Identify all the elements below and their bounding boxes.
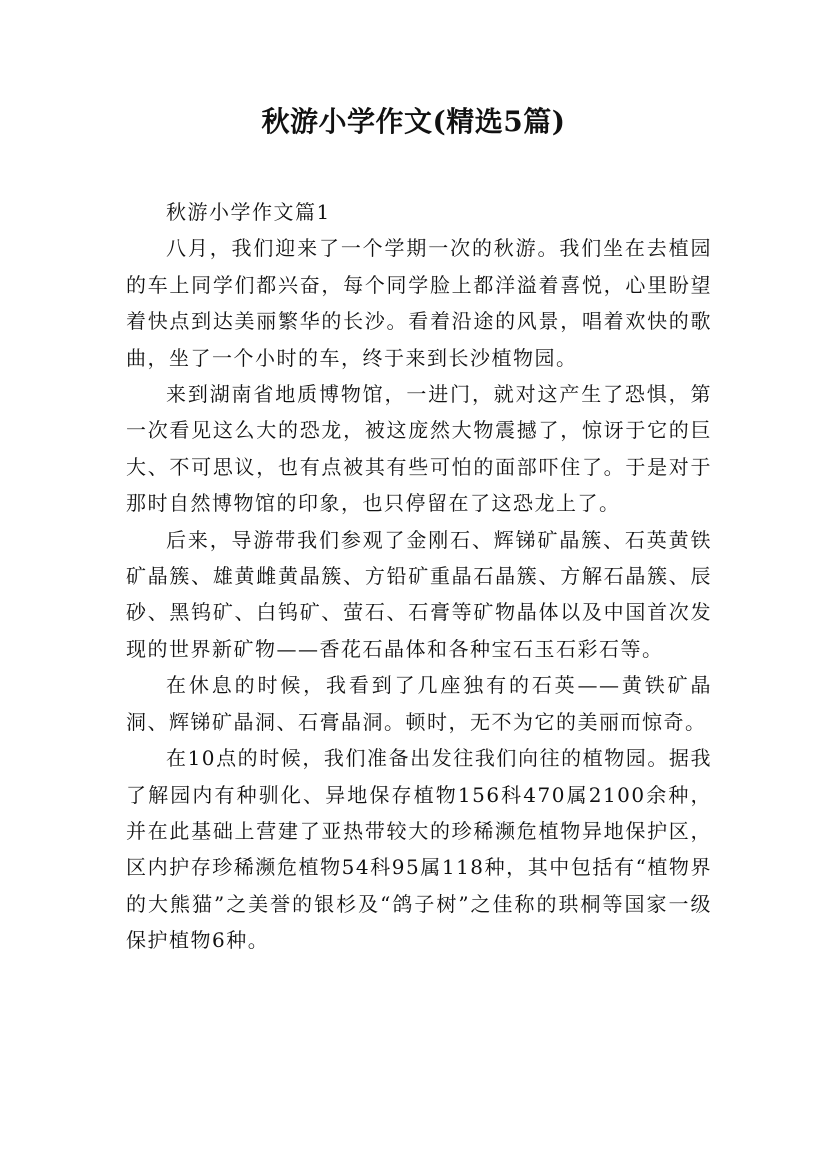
document-title: 秋游小学作文(精选5篇) (261, 105, 566, 138)
paragraph: 来到湖南省地质博物馆，一进门，就对这产生了恐惧，第一次看见这么大的恐龙，被这庞然大物震撼了，惊讶于它的巨大、不可思议，也有点被其有些可怕的面部吓住了。于是对于那时自然博物馆的印象，也只停留在了这恐龙上了。 (126, 382, 712, 516)
section-heading: 秋游小学作文篇1 (166, 200, 331, 224)
document-body (126, 194, 712, 959)
paragraph: 在休息的时候，我看到了几座独有的石英——黄铁矿晶洞、辉锑矿晶洞、石膏晶洞。顿时，无不为它的美丽而惊奇。 (126, 673, 712, 734)
paragraph: 在10点的时候，我们准备出发往我们向往的植物园。据我了解园内有种驯化、异地保存植物156科470属2100余种，并在此基础上营建了亚热带较大的珍稀濒危植物异地保护区，区内护存珍稀濒危植物54科95属118种，其中包括有“植物界的大熊猫”之美誉的银杉及“鸽子树”之佳称的珙桐等国家一级保护植物6种。 (126, 746, 712, 953)
paragraph: 后来，导游带我们参观了金刚石、辉锑矿晶簇、石英黄铁矿晶簇、雄黄雌黄晶簇、方铅矿重晶石晶簇、方解石晶簇、辰砂、黑钨矿、白钨矿、萤石、石膏等矿物晶体以及中国首次发现的世界新矿物——香花石晶体和各种宝石玉石彩石等。 (126, 527, 712, 661)
paragraph: 八月，我们迎来了一个学期一次的秋游。我们坐在去植园的车上同学们都兴奋，每个同学脸上都洋溢着喜悦，心里盼望着快点到达美丽繁华的长沙。看着沿途的风景，唱着欢快的歌曲，坐了一个小时的车，终于来到长沙植物园。 (126, 236, 712, 370)
